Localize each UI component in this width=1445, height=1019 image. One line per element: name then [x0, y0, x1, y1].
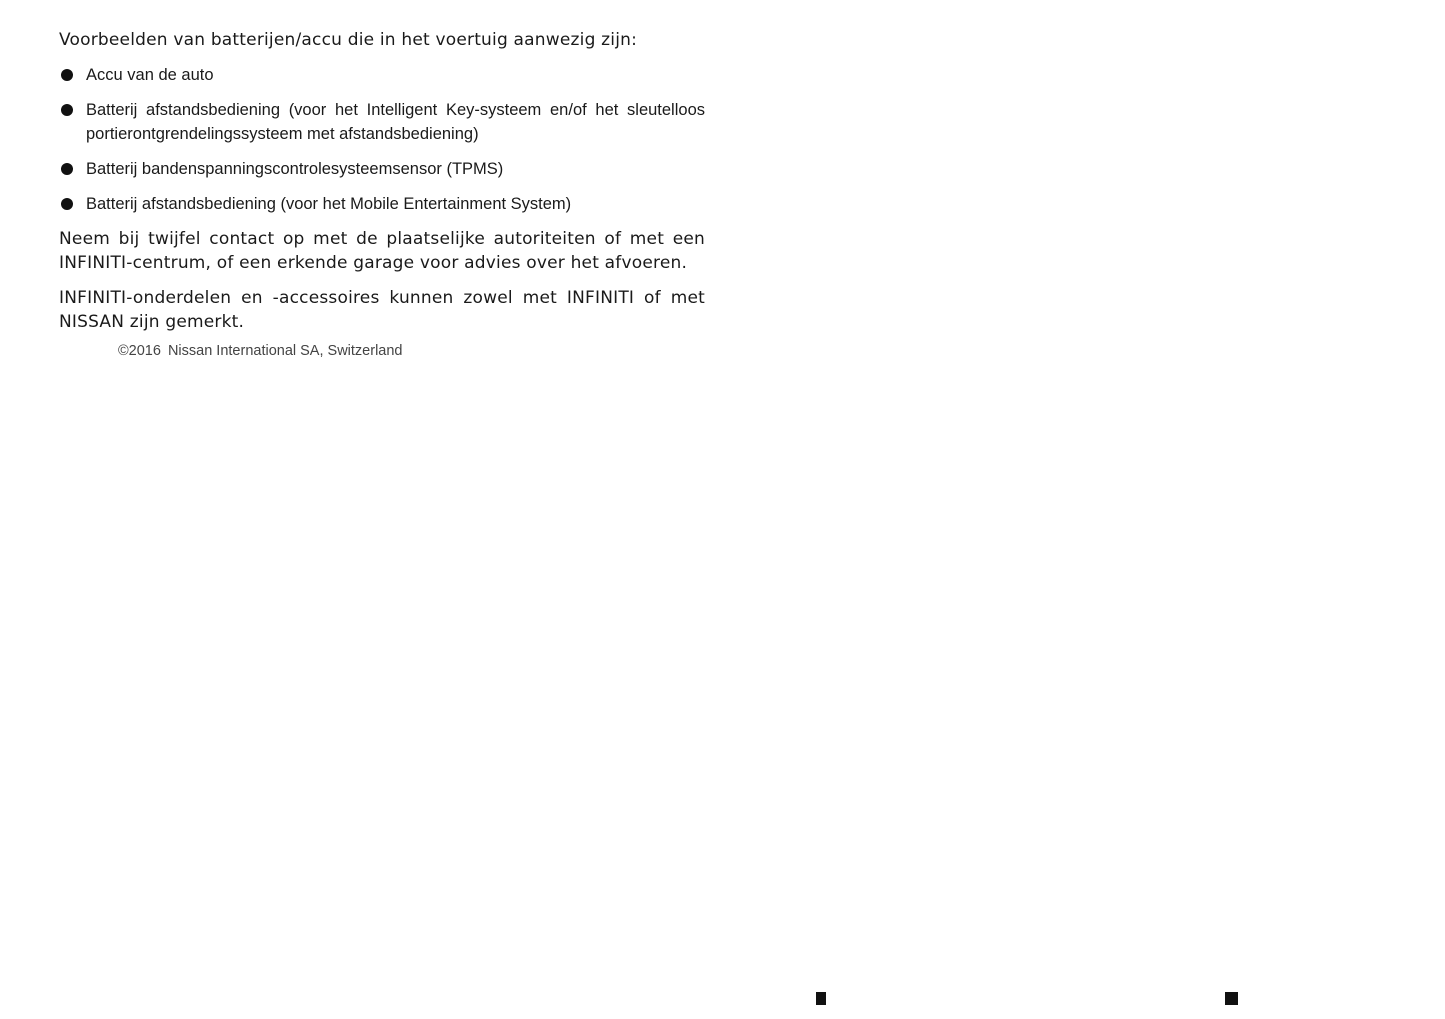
list-item-text: Batterij afstandsbediening (voor het Intelligent Key-systeem en/of het sleutelloos portierontgrendelingssysteem met afstandsbediening): [86, 101, 705, 143]
bullet-icon: [61, 69, 73, 81]
list-item: [59, 98, 705, 146]
list-item: [59, 157, 705, 181]
copyright-notice: [118, 341, 705, 361]
list-item: [59, 63, 705, 87]
crop-mark-right: [1225, 992, 1238, 1005]
list-item: [59, 192, 705, 216]
intro-text: Voorbeelden van batterijen/accu die in het voertuig aanwezig zijn:: [59, 30, 638, 50]
list-item-text: Batterij afstandsbediening (voor het Mobile Entertainment System): [86, 195, 572, 213]
battery-list: [59, 63, 705, 216]
list-item-text: Batterij bandenspanningscontrolesysteemsensor (TPMS): [86, 160, 504, 178]
bullet-icon: [61, 198, 73, 210]
list-item-text: Accu van de auto: [86, 66, 214, 84]
copyright-year: ©2016: [118, 343, 161, 359]
copyright-holder: Nissan International SA, Switzerland: [167, 343, 403, 359]
disposal-advice-paragraph: Neem bij twijfel contact op met de plaatselijke autoriteiten of met een INFINITI-centrum, of een erkende garage voor advies over het afvoeren.: [59, 229, 705, 273]
bullet-icon: [61, 104, 73, 116]
crop-mark-left: [816, 992, 826, 1005]
branding-paragraph: INFINITI-onderdelen en -accessoires kunnen zowel met INFINITI of met NISSAN zijn gemerkt.: [59, 288, 705, 332]
bullet-icon: [61, 163, 73, 175]
document-column: [59, 28, 705, 361]
